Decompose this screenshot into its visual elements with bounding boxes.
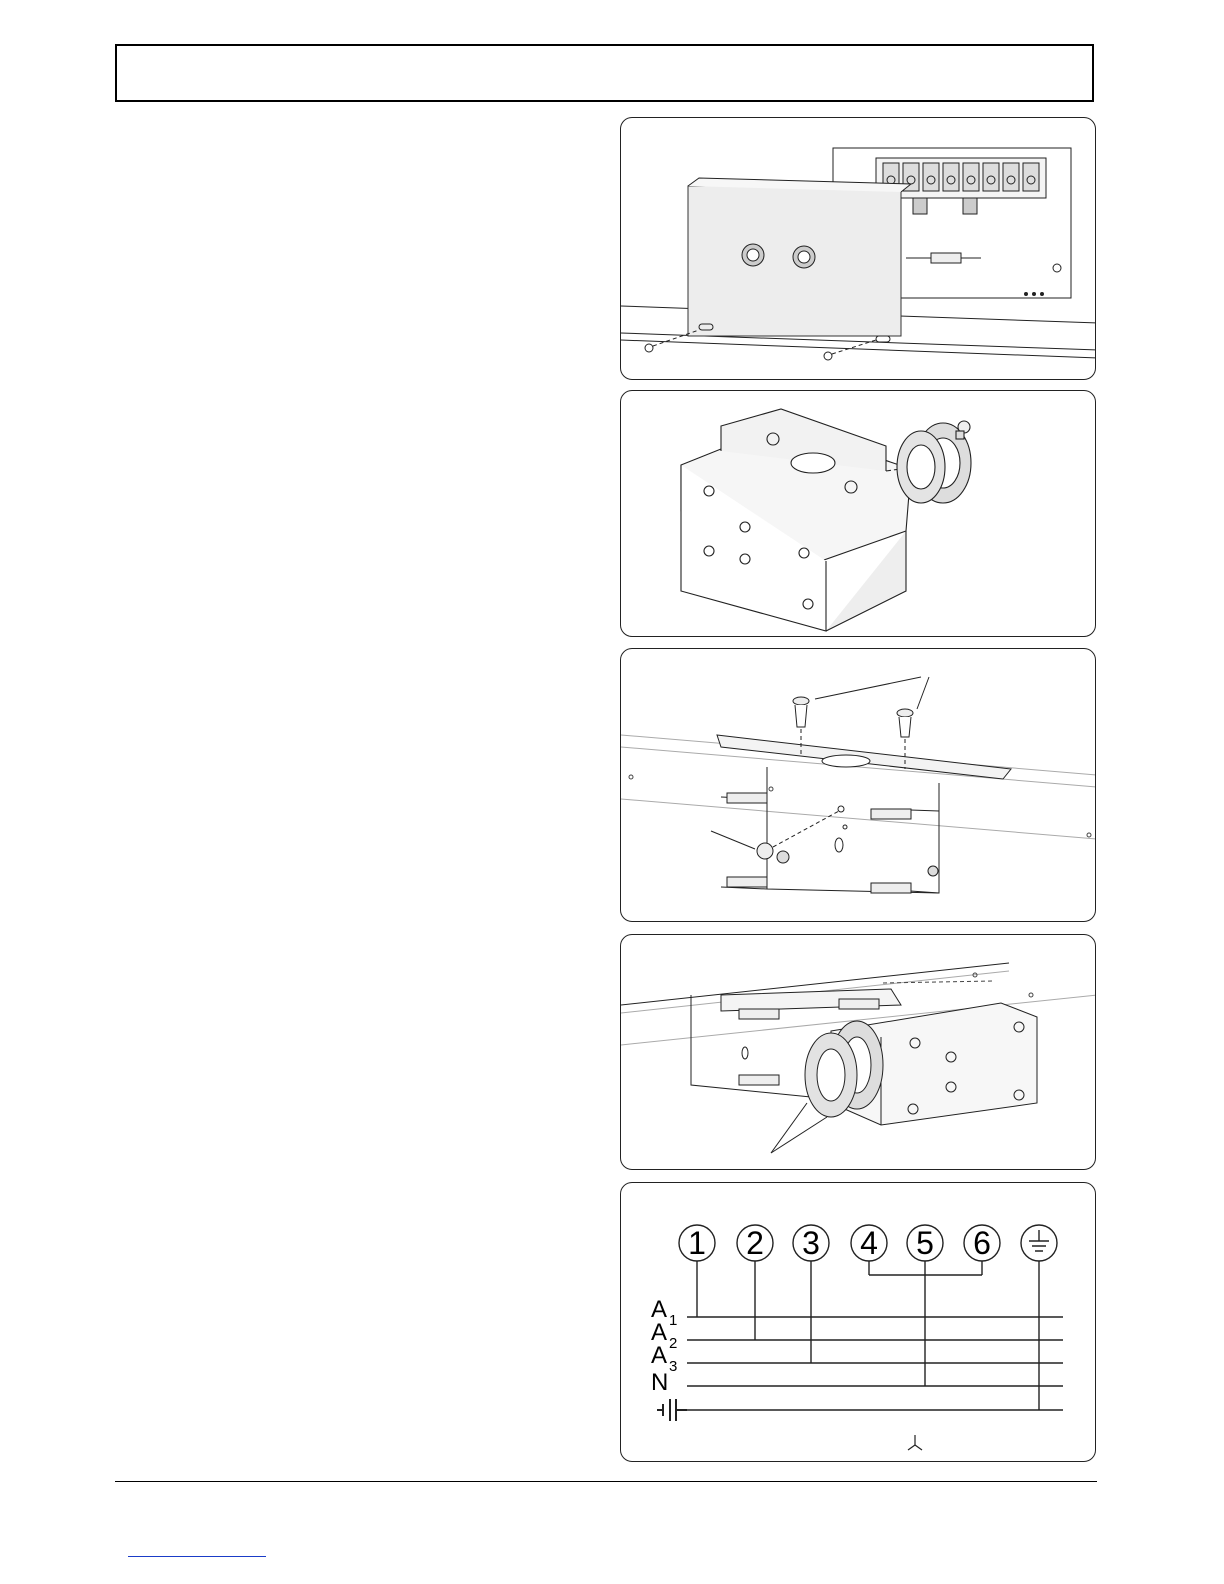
header-box <box>115 44 1094 102</box>
line-a2-sub: 2 <box>669 1335 678 1352</box>
figure-junction-box <box>620 390 1096 637</box>
figure-cover-plate <box>620 117 1096 380</box>
junction-box-illustration <box>621 391 1096 637</box>
line-a1-sub: 1 <box>669 1312 678 1329</box>
line-n-label: N <box>651 1369 669 1396</box>
cover-plate-illustration <box>621 118 1096 380</box>
line-a3-sub: 3 <box>669 1358 678 1375</box>
wiring-diagram <box>621 1183 1096 1462</box>
terminal-2-label: 2 <box>746 1225 764 1261</box>
line-a3-label: A <box>651 1342 668 1369</box>
line-a1-label: A <box>651 1296 668 1323</box>
figure-bracket-mounting <box>620 648 1096 922</box>
footer-link-underline[interactable] <box>128 1556 266 1557</box>
box-assembly-illustration <box>621 935 1096 1170</box>
terminal-3-label: 3 <box>802 1225 820 1261</box>
terminal-6-label: 6 <box>973 1225 991 1261</box>
figure-wiring-diagram <box>620 1182 1096 1462</box>
terminal-4-label: 4 <box>860 1225 878 1261</box>
footer-rule <box>115 1481 1097 1482</box>
earth-icon <box>657 1399 687 1421</box>
wye-icon <box>908 1435 922 1450</box>
bracket-illustration <box>621 649 1096 922</box>
line-a2-label: A <box>651 1319 668 1346</box>
figure-box-assembly <box>620 934 1096 1170</box>
terminal-1-label: 1 <box>688 1225 706 1261</box>
ground-icon <box>1029 1230 1049 1251</box>
terminal-5-label: 5 <box>916 1225 934 1261</box>
